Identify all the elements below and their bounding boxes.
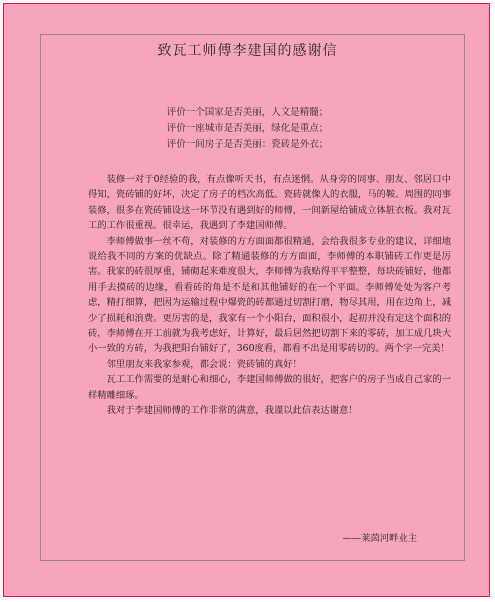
paragraph: 装修一对于0经验的我，有点像听天书，有点迷惘。从身旁的同事、朋友、邻居口中得知，瓷砖铺的好坏，决定了房子的档次高低。瓷砖就像人的衣服，马的鞍。周围的同事装修，很多在瓷砖铺设这一环节没有遇到好的师傅，一间新屋给铺成立体脏衣板。我对瓦工的工作很重视。很幸运，我遇到了李建国师傅。 (88, 174, 451, 232)
paragraph: 李师傅做事一丝不苟，对装修的方方面面都很精通，会给我很多专业的建议，详细地说给我不同的方案的优缺点。除了精通装修的方方面面，李师傅的本职铺砖工作更是厉害。我家的砖很厚重，铺砌起来难度很大，李师傅为我贴得平平整整，每块砖铺好，他都用手去摸砖的边缘，看看砖的角是不是和其他铺好的在一个平面。李师傅处处为客户考虑，精打细算，把因为运输过程中爆瓷的砖都通过切割打磨，物尽其用，用在边角上，减少了损耗和浪费。更厉害的是，我家有一个小阳台，面积很小，起初并没有定这个面积的砖，李师傅在开工前就为我考虑好，计算好，最后居然把切割下来的零砖，加工成几块大小一致的方砖，为我把阳台铺好了，360度看，都看不出是用零砖切的。两个字一完美！ (88, 235, 451, 355)
paragraph: 我对于李建国师傅的工作非常的满意，我谨以此信表达谢意！ (106, 405, 358, 417)
letter-title: 致瓦工师傅李建国的感谢信 (157, 43, 338, 59)
signature: ——莱茵河畔业主 (342, 533, 417, 544)
verse-line: 评价一座城市是否美丽，绿化是重点； (166, 123, 329, 134)
verse-line: 评价一间房子是否美丽：瓷砖是外衣； (166, 139, 329, 150)
verse-line: 评价一个国家是否美丽，人文是精髓； (166, 107, 329, 118)
letter-body (88, 172, 451, 419)
paragraph: 邻里朋友来我家参观，都会说：瓷砖铺的真好！ (106, 358, 302, 370)
paragraph: 瓦工工作需要的是耐心和细心，李建国师傅做的很好，把客户的房子当成自己家的一样精雕细琢。 (88, 374, 451, 401)
